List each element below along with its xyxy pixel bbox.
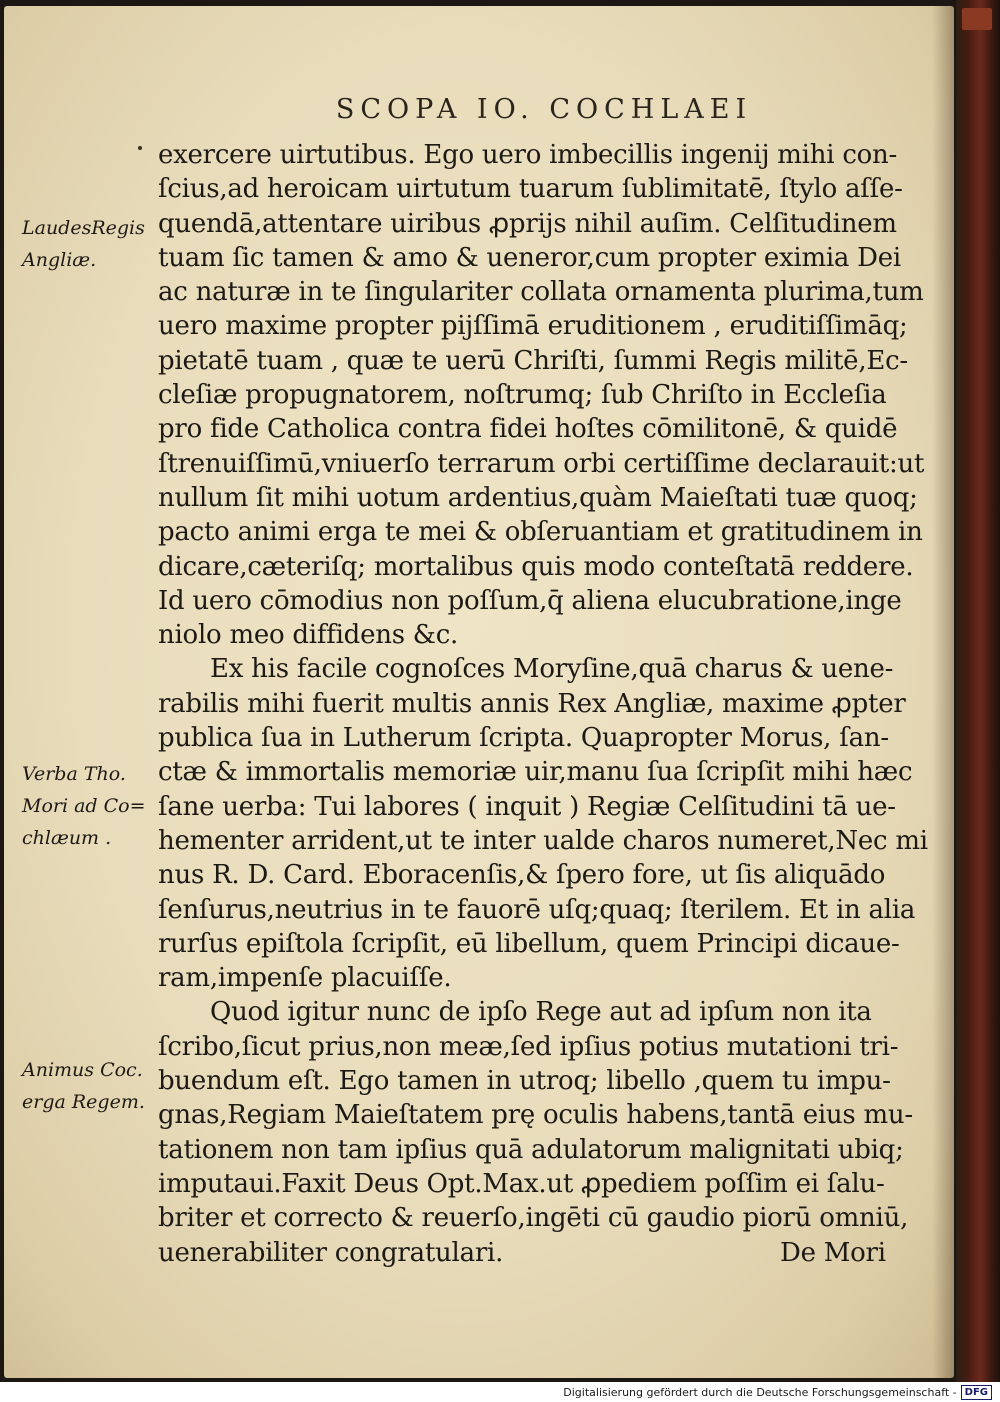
- text-line: ſcius,ad heroicam uirtutum tuarum ſublimitatē, ſtylo aſſe-: [158, 174, 903, 205]
- text-line: nullum ſit mihi uotum ardentius,quàm Maieſtati tuæ quoq;: [158, 482, 918, 513]
- marginal-note-line: Animus Coc.: [22, 1059, 143, 1081]
- text-line: cleſiæ propugnatorem, noſtrumq; ſub Chriſto in Eccleſia: [158, 380, 887, 411]
- text-line: exercere uirtutibus. Ego uero imbecillis ingenij mihi con-: [158, 140, 898, 170]
- text-line: uenerabiliter congratulari.: [158, 1237, 504, 1268]
- margin-dot: [138, 146, 142, 150]
- marginal-note-line: Verba Tho.: [22, 763, 126, 785]
- running-title: SCOPA IO. COCHLAEI: [335, 94, 753, 125]
- marginal-note-animus: [22, 1054, 162, 1118]
- text-line: Ex his facile cognoſces Moryſine,quā charus & uene-: [210, 654, 894, 685]
- marginal-note-laudes: [22, 212, 162, 276]
- text-line: ſenſurus,neutrius in te fauorē uſq;quaq; ſterilem. Et in alia: [158, 894, 916, 925]
- text-line: tuam ſic tamen & amo & ueneror,cum propter eximia Dei: [158, 242, 901, 273]
- text-line: imputaui.Faxit Deus Opt.Max.ut ꝓpediem poſſim ei ſalu-: [158, 1168, 885, 1199]
- spine-label-strip: [962, 8, 992, 30]
- dfg-logo: DFG: [961, 1385, 992, 1400]
- text-line: publica ſua in Lutherum ſcripta. Quapropter Morus, ſan-: [158, 723, 889, 754]
- text-line: briter et correcto & reuerſo,ingēti cū gaudio piorū omniū,: [158, 1203, 909, 1234]
- text-line: ctæ & immortalis memoriæ uir,manu ſua ſcripſit mihi hæc: [158, 757, 913, 788]
- text-line: pietatē tuam , quæ te uerū Chriſti, ſummi Regis militē,Ec-: [158, 345, 908, 376]
- funding-credit: Digitalisierung gefördert durch die Deutsche Forschungsgemeinschaft -: [563, 1386, 957, 1399]
- book-spine: [956, 0, 1000, 1382]
- text-line: niolo meo diffidens &c.: [158, 620, 459, 651]
- text-line: ſane uerba: Tui labores ( inquit ) Regiæ Celſitudini tā ue-: [158, 791, 896, 822]
- text-line: pro fide Catholica contra fidei hoſtes cōmilitonē, & quidē: [158, 414, 898, 445]
- marginal-note-line: Angliæ.: [22, 249, 97, 271]
- text-line: nus R. D. Card. Eboracenſis,& ſpero fore, ut ſis aliquādo: [158, 860, 886, 891]
- catchword: De Mori: [780, 1237, 886, 1268]
- text-line: ſcribo,ſicut prius,non meæ,ſed ipſius potius mutationi tri-: [158, 1031, 899, 1062]
- marginal-note-line: erga Regem.: [22, 1091, 145, 1113]
- text-line: Id uero cōmodius non poſſum,q̄ aliena elucubratione,inge: [158, 585, 902, 616]
- text-line: rabilis mihi fuerit multis annis Rex Angliæ, maxime ꝓpter: [158, 688, 906, 719]
- footer-bar: [0, 1383, 1000, 1402]
- marginal-note-line: Mori ad Co=: [22, 795, 146, 817]
- marginal-note-verba: [22, 758, 162, 854]
- text-line: pacto animi erga te mei & obſeruantiam et gratitudinem in: [158, 517, 923, 548]
- marginal-note-line: chlæum .: [22, 827, 112, 849]
- text-line: ac naturæ in te ſingulariter collata ornamenta plurima,tum: [158, 277, 924, 308]
- text-line: quendā,attentare uiribus ꝓprijs nihil auſim. Celſitudinem: [158, 208, 897, 239]
- marginal-note-line: LaudesRegis: [22, 217, 145, 239]
- book-page: [4, 6, 954, 1378]
- body-text: [158, 138, 928, 1270]
- text-line: uero maxime propter pijſſimā eruditionem , eruditiſſimāq;: [158, 311, 908, 342]
- text-line: rurſus epiſtola ſcripſit, eū libellum, quem Principi dicaue-: [158, 928, 900, 959]
- text-line: buendum eſt. Ego tamen in utroq; libello ,quem tu impu-: [158, 1066, 891, 1097]
- text-line: ſtrenuiſſimū,vniuerſo terrarum orbi certiſſime declarauit:ut: [158, 448, 925, 479]
- text-line: hementer arrident,ut te inter ualde charos numeret,Nec mi: [158, 825, 928, 856]
- last-text-line: [158, 1236, 904, 1270]
- running-header: [4, 94, 954, 125]
- text-line: Quod igitur nunc de ipſo Rege aut ad ipſum non ita: [210, 997, 872, 1028]
- text-line: ram,impenſe placuiſſe.: [158, 963, 452, 994]
- text-line: gnas,Regiam Maieſtatem prę oculis habens,tantā eius mu-: [158, 1100, 913, 1131]
- text-line: dicare,cæteriſq; mortalibus quis modo conteſtatā reddere.: [158, 551, 914, 582]
- text-line: tationem non tam ipſius quā adulatorum malignitati ubiq;: [158, 1134, 904, 1165]
